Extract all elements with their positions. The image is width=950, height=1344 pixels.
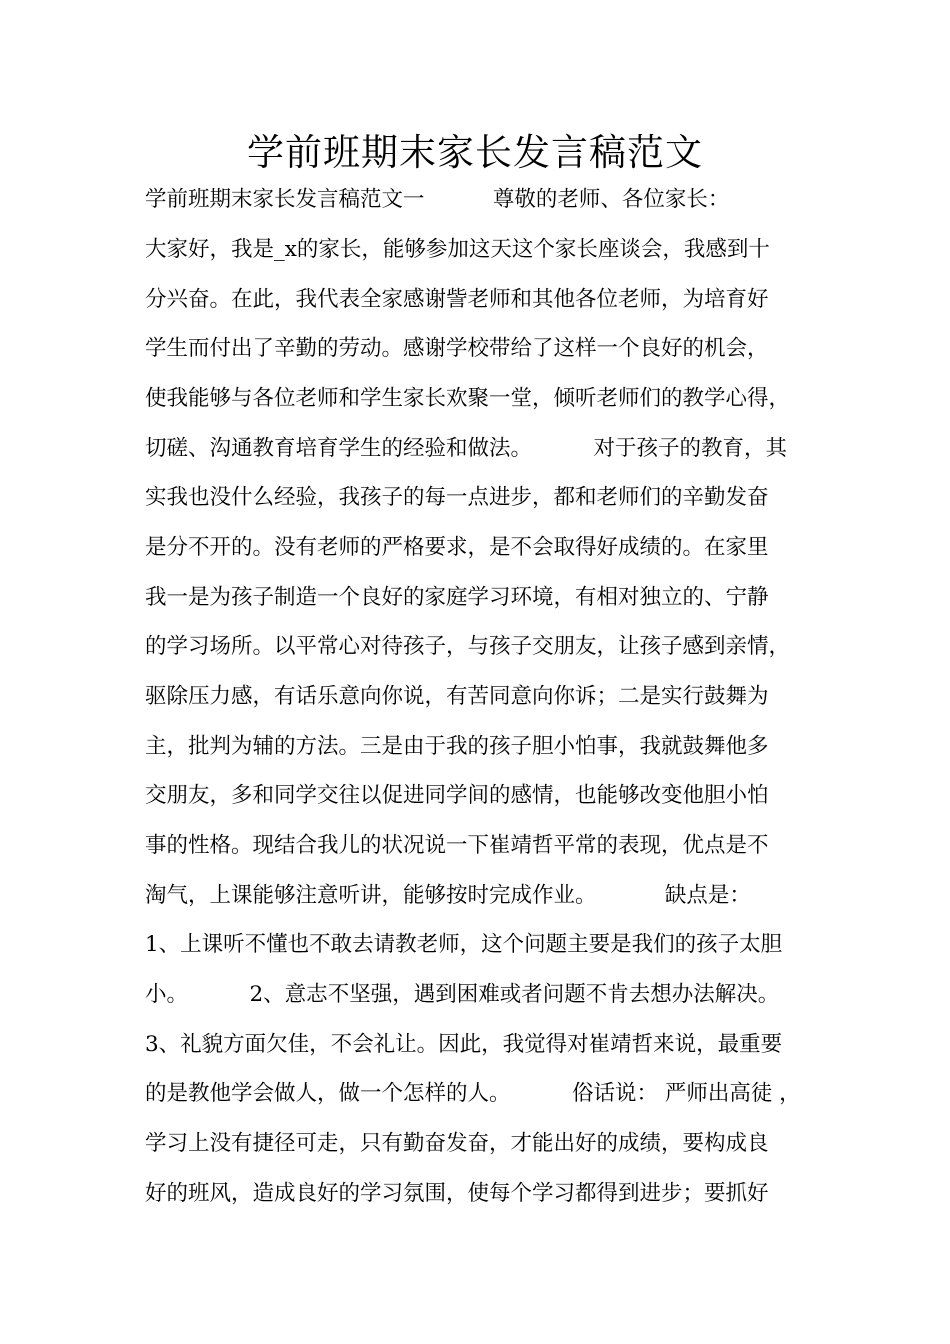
text-line: 1、上课听不懂也不敢去请教老师，这个问题主要是我们的孩子太胆	[145, 932, 783, 957]
text-line: 学前班期末家长发言稿范文一 尊敬的老师、各位家长：	[145, 187, 730, 212]
text-line: 小。 2、意志不坚强，遇到困难或者问题不肯去想办法解决。	[145, 982, 780, 1007]
text-line: 的学习场所。以平常心对待孩子，与孩子交朋友，让孩子感到亲情，	[145, 634, 791, 659]
text-line: 驱除压力感，有话乐意向你说，有苦同意向你诉；二是实行鼓舞为	[145, 684, 769, 709]
text-line: 是分不开的。没有老师的严格要求，是不会取得好成绩的。在家里	[145, 535, 769, 560]
text-line: 分兴奋。在此，我代表全家感谢訾老师和其他各位老师，为培育好	[145, 287, 769, 312]
text-line: 3、礼貌方面欠佳，不会礼让。因此，我觉得对崔靖哲来说，最重要	[145, 1032, 783, 1057]
text-line: 的是教他学会做人，做一个怎样的人。 俗话说： 严师出高徒 ，	[145, 1081, 801, 1106]
text-line: 我一是为孩子制造一个良好的家庭学习环境，有相对独立的、宁静	[145, 585, 769, 610]
text-line: 学生而付出了辛勤的劳动。感谢学校带给了这样一个良好的机会，	[145, 336, 769, 361]
text-line: 交朋友，多和同学交往以促进同学间的感情，也能够改变他胆小怕	[145, 783, 769, 808]
document-title: 学前班期末家长发言稿范文	[247, 131, 703, 174]
text-line: 切磋、沟通教育培育学生的经验和做法。 对于孩子的教育，其	[145, 436, 788, 461]
text-line: 事的性格。现结合我儿的状况说一下崔靖哲平常的表现，优点是不	[145, 833, 769, 858]
text-line: 大家好，我是_x的家长，能够参加这天这个家长座谈会，我感到十	[145, 237, 770, 262]
text-line: 好的班风，造成良好的学习氛围，使每个学习都得到进步；要抓好	[145, 1181, 769, 1206]
text-line: 使我能够与各位老师和学生家长欢聚一堂，倾听老师们的教学心得，	[145, 386, 791, 411]
text-line: 淘气，上课能够注意听讲，能够按时完成作业。 缺点是：	[145, 883, 751, 908]
text-line: 学习上没有捷径可走，只有勤奋发奋，才能出好的成绩，要构成良	[145, 1131, 769, 1156]
text-line: 实我也没什么经验，我孩子的每一点进步，都和老师们的辛勤发奋	[145, 485, 769, 510]
text-line: 主，批判为辅的方法。三是由于我的孩子胆小怕事，我就鼓舞他多	[145, 734, 769, 759]
